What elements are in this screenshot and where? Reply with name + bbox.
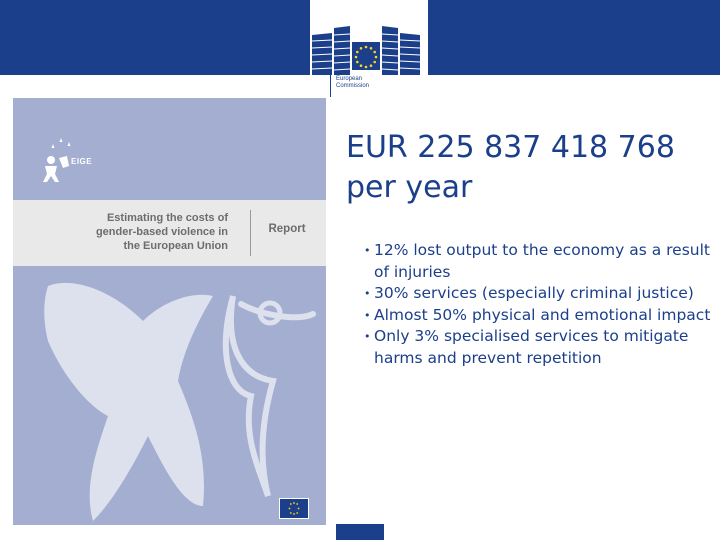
list-item-text: 30% services (especially criminal justice) [374,284,694,302]
cover-title: Estimating the costs of gender-based violence in the European Union [95,212,228,252]
bullet-icon: • [364,287,371,300]
footer-tab [336,524,384,540]
bullet-icon: • [364,308,371,322]
headline: EUR 225 837 418 768 per year [346,130,675,205]
bullet-icon: • [364,244,371,257]
commission-building-icon [310,0,428,75]
cover-figure-illustration [13,266,326,525]
eige-logo-text: EIGE [71,157,93,166]
report-cover-image [13,98,326,525]
list-item [364,283,714,305]
list-item [364,326,714,369]
cover-report-label: Report [268,223,306,235]
list-item-text: Only 3% specialised services to mitigate harms and prevent repetition [374,327,689,367]
cost-breakdown-list [364,240,714,369]
cover-band-divider [250,210,251,256]
bullet-icon: • [364,330,371,343]
european-commission-logo [310,0,428,98]
list-item [364,240,714,283]
list-item [364,305,714,327]
list-item-text: Almost 50% physical and emotional impact [374,305,711,324]
list-item-text: 12% lost output to the economy as a result of injuries [374,241,710,281]
logo-divider [330,75,331,97]
commission-logo-text: European Commission [336,76,370,89]
eu-flag-icon [279,498,309,519]
